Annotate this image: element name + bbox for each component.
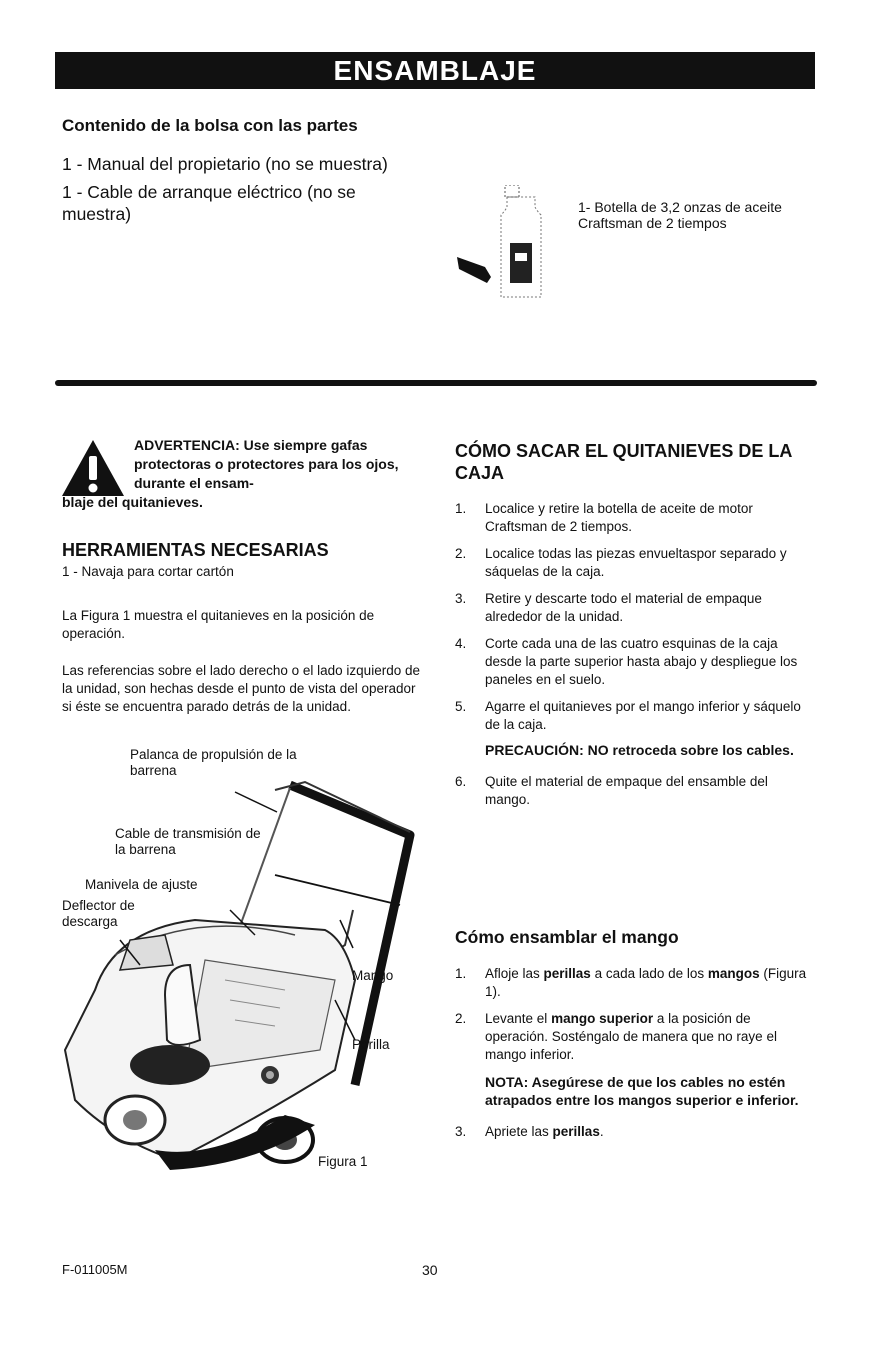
intro-paragraph-2: Las referencias sobre el lado derecho o el lado izquierdo de la unidad, son hechas desde el punto de vista del operador si éste se encuentra parado detrás de la unidad. <box>62 663 420 714</box>
label-propulsion-lever: Palanca de propulsión de la barrena <box>130 747 297 778</box>
section-divider <box>55 380 817 386</box>
snowblower-figure <box>55 740 425 1170</box>
tools-section <box>62 540 422 581</box>
parts-item-manual: 1 - Manual del propietario (no se muestra) <box>62 154 388 174</box>
unpack-step-6: 6. Quite el material de empaque del ensamble del mango. <box>455 774 768 807</box>
page-number: 30 <box>422 1262 438 1278</box>
tools-item: 1 - Navaja para cortar cartón <box>62 564 234 579</box>
warning-text <box>62 436 422 512</box>
unpack-step-4: 4. Corte cada una de las cuatro esquinas de la caja desde la parte superior hasta abajo y despliegue los paneles en el suelo. <box>455 636 798 687</box>
label-discharge-deflector: Deflector de descarga <box>62 898 135 929</box>
unpack-heading-text: CÓMO SACAR EL QUITANIEVES DE LA CAJA <box>455 441 792 483</box>
unpack-step-5: 5. Agarre el quitanieves por el mango inferior y sáquelo de la caja. <box>455 699 801 732</box>
figure-caption: Figura 1 <box>318 1154 368 1169</box>
label-transmission-cable: Cable de transmisión de la barrena <box>115 826 261 857</box>
oil-bottle-illustration <box>455 185 565 305</box>
unpack-caution: PRECAUCIÓN: NO retroceda sobre los cables. <box>485 742 794 758</box>
unpack-step-2: 2. Localice todas las piezas envueltaspor separado y sáquelas de la caja. <box>455 546 787 579</box>
intro-paragraph-1: La Figura 1 muestra el quitanieves en la posición de operación. <box>62 608 375 641</box>
unpack-heading <box>455 440 815 484</box>
oil-bottle-caption: 1- Botella de 3,2 onzas de aceite Craftsman de 2 tiempos <box>578 199 782 231</box>
warning-lead: ADVERTENCIA: Use siempre gafas protectoras o protectores para los ojos, durante el ensam- <box>134 437 399 491</box>
label-adjust-crank: Manivela de ajuste <box>85 877 198 892</box>
unpack-step-1: 1. Localice y retire la botella de aceite de motor Craftsman de 2 tiempos. <box>455 501 753 534</box>
parts-bag-title: Contenido de la bolsa con las partes <box>62 116 358 135</box>
parts-item-cable: 1 - Cable de arranque eléctrico (no se muestra) <box>62 182 356 224</box>
label-handle: Mango <box>352 968 394 983</box>
assemble-step-2: 2. Levante el mango superior a la posición de operación. Sosténgalo de manera que no raye el mango inferior. <box>455 1011 777 1062</box>
assemble-step-1: 1. Afloje las perillas a cada lado de los mangos (Figura 1). <box>455 966 807 999</box>
assemble-step-3: 3. Apriete las perillas. <box>455 1124 604 1139</box>
assemble-steps <box>455 965 815 1150</box>
footer-code: F-011005M <box>62 1262 128 1277</box>
unpack-steps <box>455 500 815 818</box>
unpack-step-3: 3. Retire y descarte todo el material de empaque alrededor de la unidad. <box>455 591 762 624</box>
label-knob: Perilla <box>352 1037 390 1052</box>
warning-tail: blaje del quitanieves. <box>62 494 203 510</box>
tools-heading: HERRAMIENTAS NECESARIAS <box>62 540 329 560</box>
assemble-section <box>455 927 815 948</box>
assemble-heading: Cómo ensamblar el mango <box>455 927 679 947</box>
assemble-note: NOTA: Asegúrese de que los cables no estén atrapados entre los mangos superior e inferior. <box>485 1074 799 1108</box>
section-banner: ENSAMBLAJE <box>55 52 815 89</box>
